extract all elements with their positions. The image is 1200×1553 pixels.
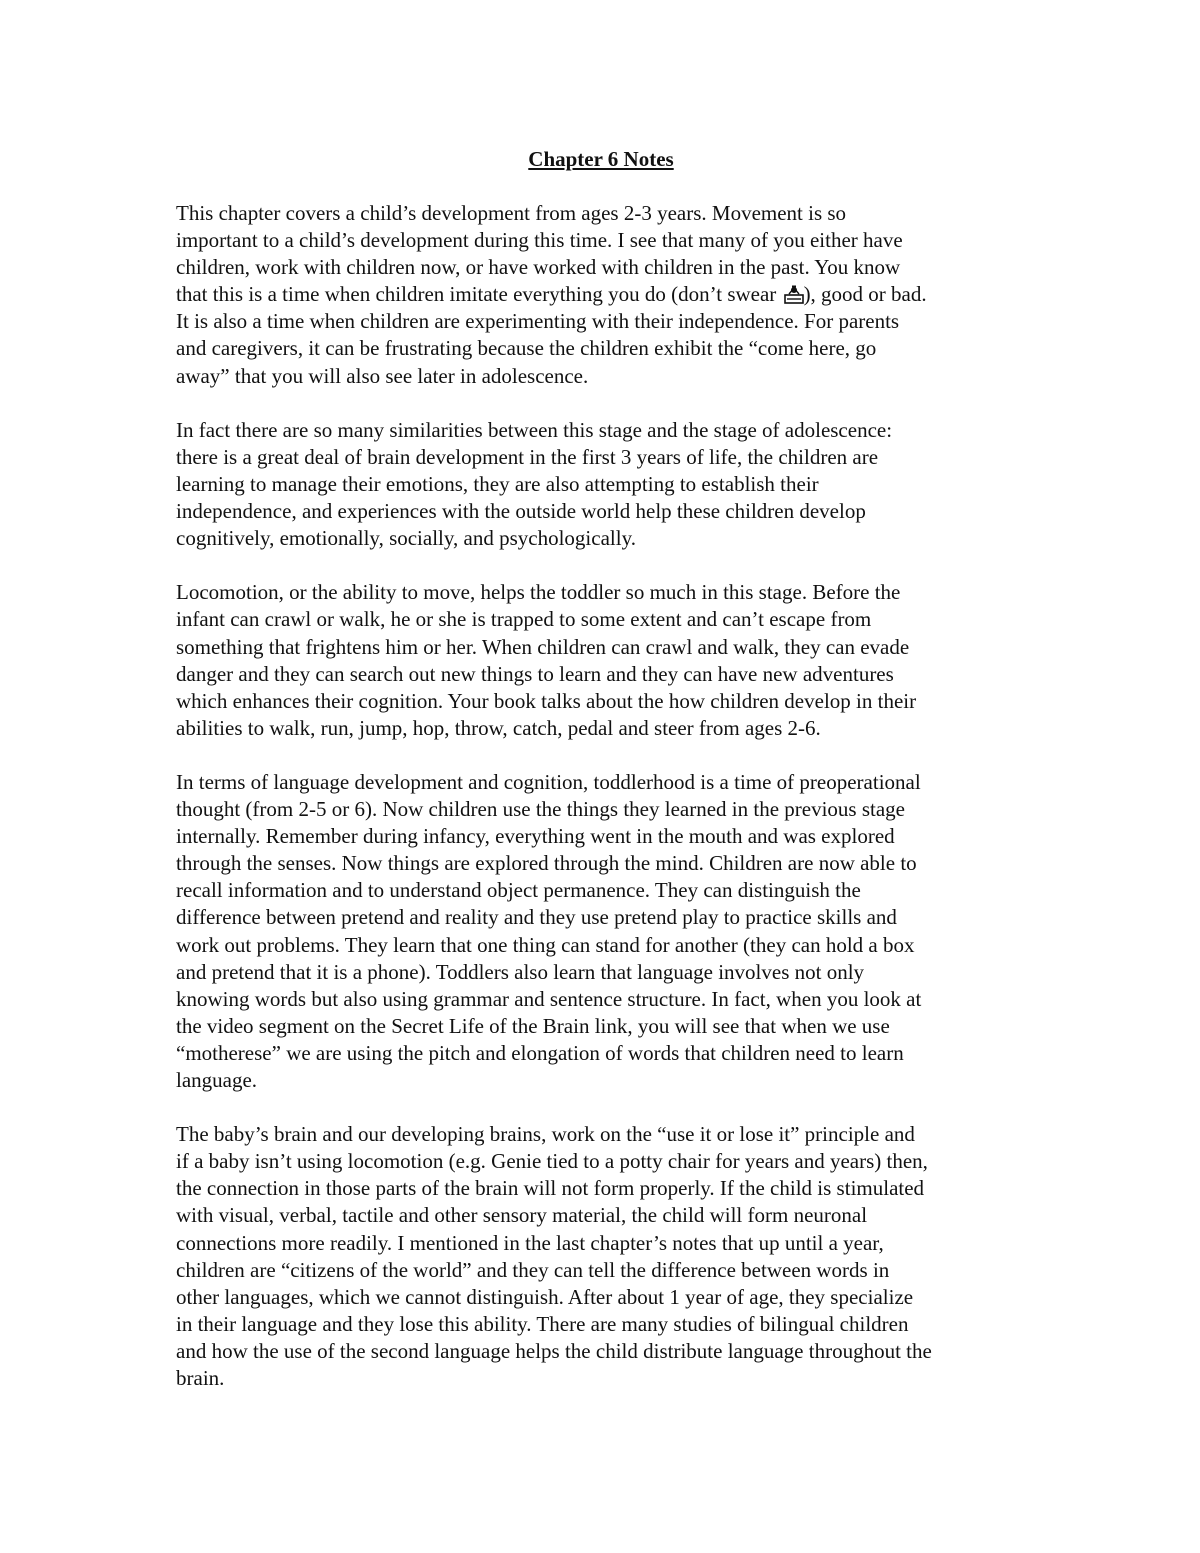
paragraph-1 [176, 200, 1026, 390]
text-line: with visual, verbal, tactile and other sensory material, the child will form neuronal [176, 1203, 868, 1228]
text-line: away” that you will also see later in adolescence. [176, 363, 589, 388]
text-line: abilities to walk, run, jump, hop, throw, catch, pedal and steer from ages 2-6. [176, 715, 821, 740]
document-body [176, 146, 1026, 1419]
text-line: internally. Remember during infancy, everything went in the mouth and was explored [176, 824, 895, 849]
swearing-face-icon [784, 285, 804, 304]
text-line: through the senses. Now things are explored through the mind. Children are now able to [176, 851, 917, 876]
text-line: Locomotion, or the ability to move, helps the toddler so much in this stage. Before the [176, 580, 901, 605]
paragraph-4 [176, 769, 1026, 1094]
text-line: children are “citizens of the world” and they can tell the difference between words in [176, 1257, 890, 1282]
text-line: there is a great deal of brain development in the first 3 years of life, the children are [176, 444, 879, 469]
text-line: language. [176, 1068, 258, 1092]
text-line: cognitively, emotionally, socially, and psychologically. [176, 526, 636, 551]
text-line: This chapter covers a child’s development from ages 2-3 years. Movement is so [176, 201, 847, 225]
text-line: which enhances their cognition. Your book talks about the how children develop in their [176, 688, 917, 713]
text-line: thought (from 2-5 or 6). Now children use the things they learned in the previous stage [176, 797, 905, 822]
text-line: in their language and they lose this ability. There are many studies of bilingual children [176, 1311, 909, 1336]
text-line: In terms of language development and cognition, toddlerhood is a time of preoperational [176, 769, 921, 794]
text-line: The baby’s brain and our developing brains, work on the “use it or lose it” principle and [176, 1122, 915, 1147]
text-line: important to a child’s development during this time. I see that many of you either have [176, 228, 903, 253]
paragraph-2 [176, 417, 1026, 552]
text-line: the video segment on the Secret Life of the Brain link, you will see that when we use [176, 1013, 890, 1038]
text-line: brain. [176, 1366, 225, 1391]
text-line: difference between pretend and reality and they use pretend play to practice skills and [176, 905, 897, 930]
text-segment: ), good or bad. [803, 282, 927, 307]
text-line: and how the use of the second language helps the child distribute language throughout the [176, 1338, 932, 1363]
text-line: connections more readily. I mentioned in the last chapter’s notes that up until a year, [176, 1230, 884, 1255]
text-line: It is also a time when children are experimenting with their independence. For parents [176, 309, 900, 334]
text-segment: that this is a time when children imitate everything you do (don’t swear [176, 282, 782, 307]
text-line: infant can crawl or walk, he or she is trapped to some extent and can’t escape from [176, 607, 872, 632]
text-line: independence, and experiences with the outside world help these children develop [176, 499, 866, 524]
text-line: the connection in those parts of the brain will not form properly. If the child is stimulated [176, 1176, 925, 1201]
text-line: and caregivers, it can be frustrating because the children exhibit the “come here, go [176, 336, 877, 361]
text-line-with-icon [176, 281, 1026, 308]
text-line: recall information and to understand object permanence. They can distinguish the [176, 878, 861, 903]
text-line: and pretend that it is a phone). Toddlers also learn that language involves not only [176, 959, 865, 984]
text-line: if a baby isn’t using locomotion (e.g. Genie tied to a potty chair for years and years) then, [176, 1149, 928, 1174]
text-line: knowing words but also using grammar and sentence structure. In fact, when you look at [176, 986, 922, 1011]
text-line: something that frightens him or her. When children can crawl and walk, they can evade [176, 634, 910, 659]
page-title: Chapter 6 Notes [528, 147, 674, 171]
text-line: danger and they can search out new things to learn and they can have new adventures [176, 661, 894, 686]
paragraph-5 [176, 1121, 1026, 1392]
text-line: work out problems. They learn that one thing can stand for another (they can hold a box [176, 932, 915, 957]
text-line: learning to manage their emotions, they are also attempting to establish their [176, 471, 819, 496]
text-line: In fact there are so many similarities between this stage and the stage of adolescence: [176, 417, 893, 442]
text-line: other languages, which we cannot distinguish. After about 1 year of age, they specialize [176, 1284, 914, 1309]
text-line: children, work with children now, or have worked with children in the past. You know [176, 255, 901, 280]
paragraph-3 [176, 579, 1026, 742]
text-line: “motherese” we are using the pitch and elongation of words that children need to learn [176, 1040, 904, 1065]
